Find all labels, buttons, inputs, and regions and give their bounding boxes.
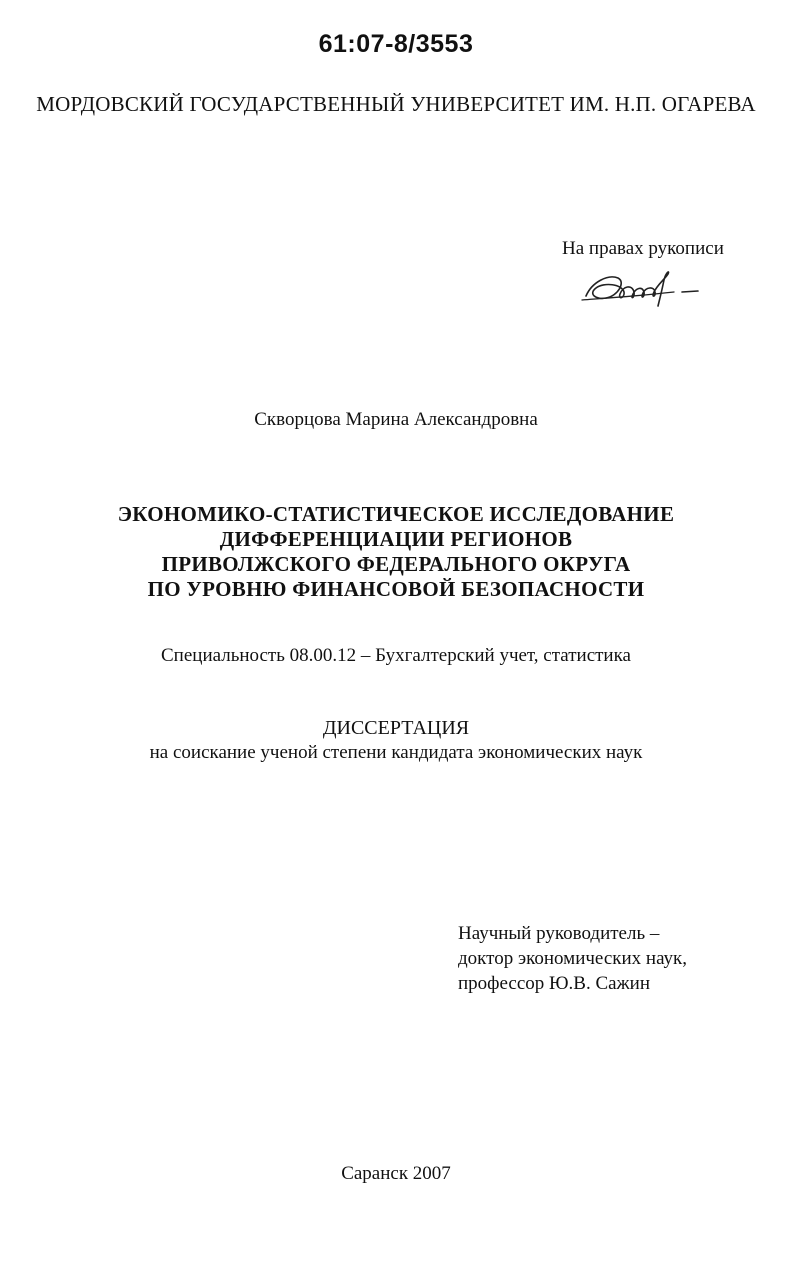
advisor-line: Научный руководитель – bbox=[458, 923, 660, 944]
document-code: 61:07-8/3553 bbox=[318, 30, 474, 58]
degree-line: на соискание ученой степени кандидата экономических наук bbox=[149, 742, 643, 763]
dissertation-title bbox=[0, 502, 792, 602]
title-line: ДИФФЕРЕНЦИАЦИИ РЕГИОНОВ bbox=[219, 527, 573, 551]
advisor-line: доктор экономических наук, bbox=[458, 948, 688, 969]
scientific-advisor bbox=[458, 921, 687, 996]
author-name: Скворцова Марина Александровна bbox=[254, 409, 538, 430]
university-name: МОРДОВСКИЙ ГОСУДАРСТВЕННЫЙ УНИВЕРСИТЕТ ИМ. Н.П. ОГАРЕВА bbox=[36, 92, 756, 116]
title-line: ПРИВОЛЖСКОГО ФЕДЕРАЛЬНОГО ОКРУГА bbox=[161, 552, 631, 576]
handwritten-signature bbox=[578, 262, 708, 312]
dissertation-label: ДИССЕРТАЦИЯ bbox=[322, 717, 470, 739]
specialty-line: Специальность 08.00.12 – Бухгалтерский учет, статистика bbox=[161, 645, 631, 666]
advisor-line: профессор Ю.В. Сажин bbox=[458, 973, 651, 994]
title-line: ЭКОНОМИКО-СТАТИСТИЧЕСКОЕ ИССЛЕДОВАНИЕ bbox=[117, 502, 675, 526]
title-line: ПО УРОВНЮ ФИНАНСОВОЙ БЕЗОПАСНОСТИ bbox=[147, 577, 645, 601]
city-year: Саранск 2007 bbox=[341, 1163, 451, 1184]
manuscript-rights-note: На правах рукописи bbox=[562, 238, 724, 259]
